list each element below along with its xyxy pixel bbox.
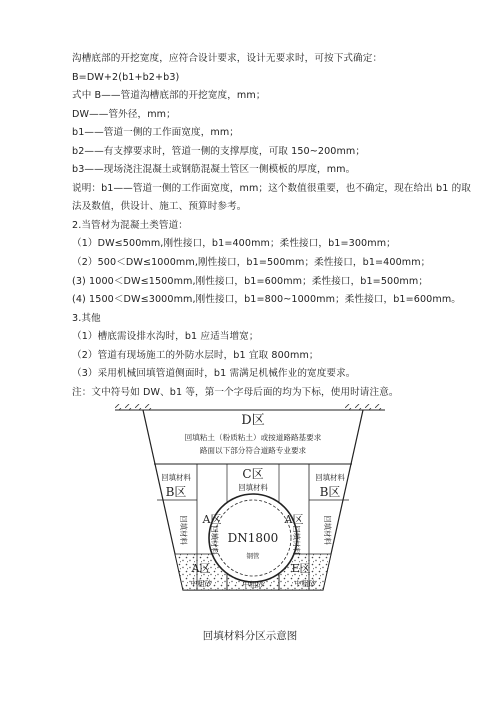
zone-b-right-label: B区: [319, 485, 341, 499]
text-line: DW——管外径，mm；: [72, 108, 176, 120]
sand-right-text: 中粗砂: [294, 579, 316, 588]
zone-a-left-label: A区: [202, 513, 222, 526]
zone-d-label: D区: [241, 413, 265, 428]
list-item: （2）管道有现场施工的外防水层时，b1 宜取 800mm；: [72, 349, 319, 361]
figure-caption: 回填材料分区示意图: [202, 630, 298, 642]
text-line: 沟槽底部的开挖宽度，应符合设计要求，设计无要求时，可按下式确定：: [72, 53, 383, 64]
zone-c-text: 回填材料: [238, 483, 268, 492]
list-item: (4) 1500＜DW≤3000mm,刚性接口，b1=800~1000mm；柔性接口，b1=600mm。: [72, 294, 461, 306]
ground-hatch-left: [115, 404, 155, 410]
zone-a-left-inner-text: 回填材料: [210, 525, 219, 555]
text-line: 式中 B——管道沟槽底部的开挖宽度，mm；: [72, 90, 266, 102]
pipe-label: DN1800: [227, 531, 279, 545]
list-item: （1）槽底需设排水沟时，b1 应适当增宽；: [72, 331, 259, 343]
zone-b-right-text: 回填材料: [315, 473, 345, 482]
ground-hatch-right: [345, 404, 385, 410]
sand-bottom-text: 中粗砂: [242, 580, 264, 589]
pipe-sublabel: 钢管: [246, 552, 260, 560]
text-line: b3——现场浇注混凝土或钢筋混凝土管区一侧模板的厚度，mm。: [72, 164, 356, 176]
zone-a-left-outer-text: 回填材料: [179, 515, 188, 545]
text-line: b1——管道一侧的工作面宽度，mm；: [72, 127, 239, 139]
formula-line: B=DW+2(b1+b2+b3): [72, 71, 180, 83]
zone-d-text-2: 路面以下部分符合道路专业要求: [199, 446, 307, 455]
zone-a-lower-left-label: A区: [191, 562, 211, 575]
zone-d-text-1: 回填粘土（粉质粘土）或按道路路基要求: [184, 433, 322, 442]
zone-c-label: C区: [242, 467, 264, 481]
section-heading: 3.其他: [72, 312, 101, 324]
zone-b-left-text: 回填材料: [161, 473, 191, 482]
zone-e-label: E区: [291, 562, 311, 575]
note-paragraph: 说明：b1——管道一侧的工作面宽度，mm；这个数值很重要，也不确定，现在给出 b1 的取法及数值，供设计、施工、预算时参考。: [72, 182, 471, 213]
list-item: （2）500＜DW≤1000mm,刚性接口，b1=500mm；柔性接口，b1=400mm；: [72, 257, 431, 269]
backfill-zones-diagram: [115, 402, 385, 617]
zone-a-right-label: A区: [284, 513, 304, 526]
footnote: 注：文中符号如 DW、b1 等，第一个字母后面的均为下标，使用时请注意。: [72, 386, 399, 398]
zone-a-right-outer-text: 回填材料: [323, 515, 332, 545]
section-heading: 2.当管材为混凝土类管道：: [72, 219, 188, 231]
list-item: （1）DW≤500mm,刚性接口，b1=400mm；柔性接口，b1=300mm；: [72, 238, 396, 250]
text-line: b2——有支撑要求时，管道一侧的支撑厚度，可取 150~200mm；: [72, 145, 366, 157]
zone-a-right-inner-text: 回填材料: [292, 525, 301, 555]
document-text: [72, 50, 472, 402]
zone-b-left-label: B区: [165, 485, 187, 499]
sand-left-text: 中粗砂: [190, 579, 212, 588]
list-item: （3）采用机械回填管道侧面时，b1 需满足机械作业的宽度要求。: [72, 368, 356, 380]
list-item: (3) 1000＜DW≤1500mm,刚性接口，b1=600mm；柔性接口，b1=500mm；: [72, 275, 429, 287]
